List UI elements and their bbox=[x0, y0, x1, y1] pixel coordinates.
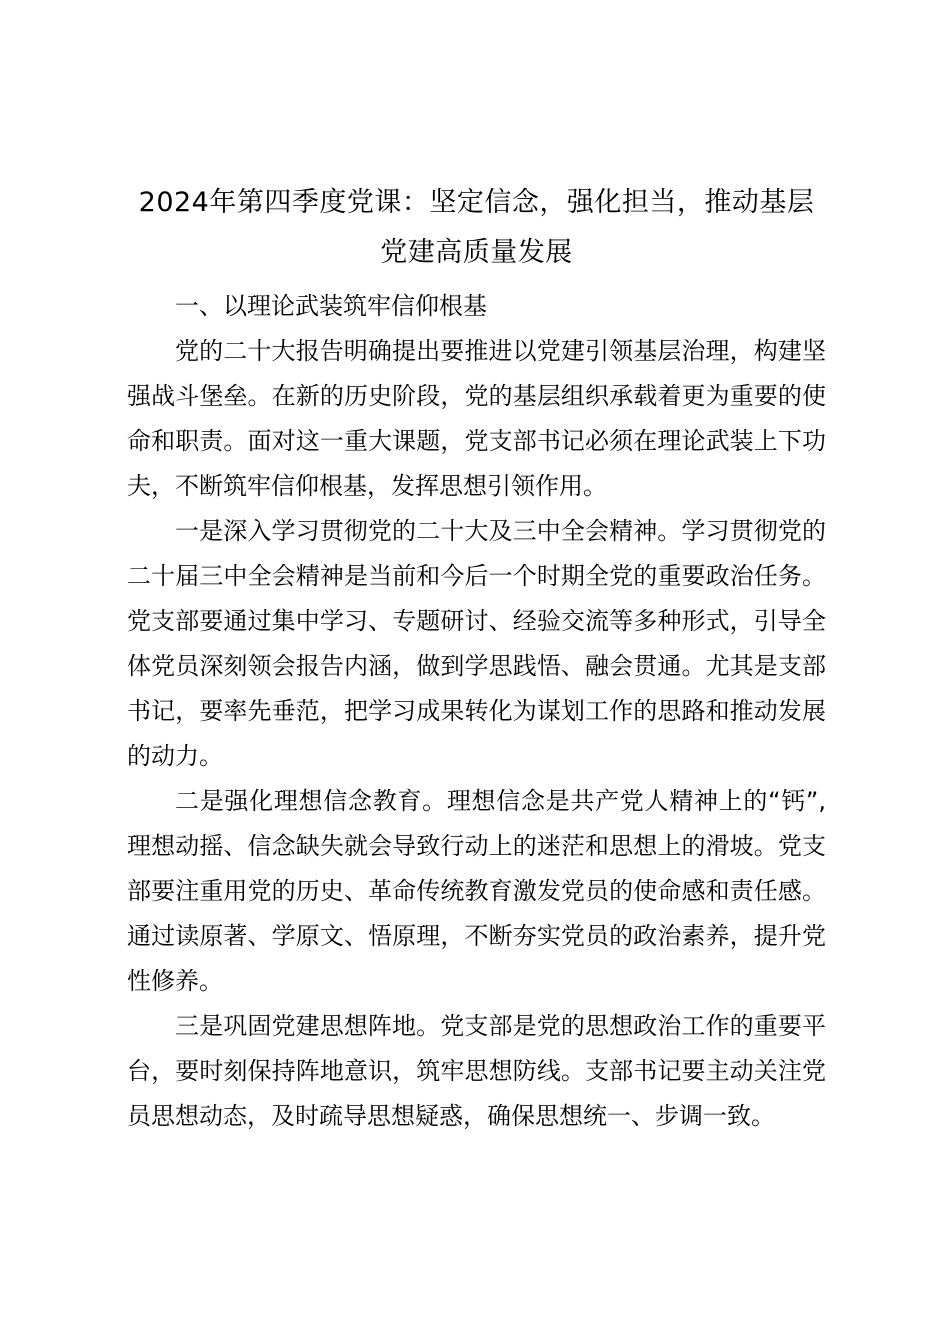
paragraph-point-one: 一是深入学习贯彻党的二十大及三中全会精神。学习贯彻党的二十届三中全会精神是当前和今后一个时期全党的重要政治任务。党支部要通过集中学习、专题研讨、经验交流等多种形式，引导全体党员深刻领会报告内涵，做到学思践悟、融会贯通。尤其是支部书记，要率先垂范，把学习成果转化为谋划工作的思路和推动发展的动力。 bbox=[127, 517, 826, 770]
paragraph-point-three: 三是巩固党建思想阵地。党支部是党的思想政治工作的重要平台，要时刻保持阵地意识，筑牢思想防线。支部书记要主动关注党员思想动态，及时疏导思想疑惑，确保思想统一、步调一致。 bbox=[127, 1012, 826, 1130]
document-title: 2024年第四季度党课：坚定信念，强化担当，推动基层党建高质量发展 bbox=[138, 187, 815, 268]
document-body bbox=[127, 286, 826, 1139]
paragraph-point-two: 二是强化理想信念教育。理想信念是共产党人精神上的“钙”,理想动摇、信念缺失就会导致行动上的迷茫和思想上的滑坡。党支部要注重用党的历史、革命传统教育激发党员的使命感和责任感。通过读原著、学原文、悟原理，不断夯实党员的政治素养，提升党性修养。 bbox=[127, 787, 826, 995]
paragraph-intro: 党的二十大报告明确提出要推进以党建引领基层治理，构建坚强战斗堡垒。在新的历史阶段，党的基层组织承载着更为重要的使命和职责。面对这一重大课题，党支部书记必须在理论武装上下功夫，不断筑牢信仰根基，发挥思想引领作用。 bbox=[127, 337, 826, 500]
section-heading: 一、以理论武装筑牢信仰根基 bbox=[175, 292, 487, 320]
